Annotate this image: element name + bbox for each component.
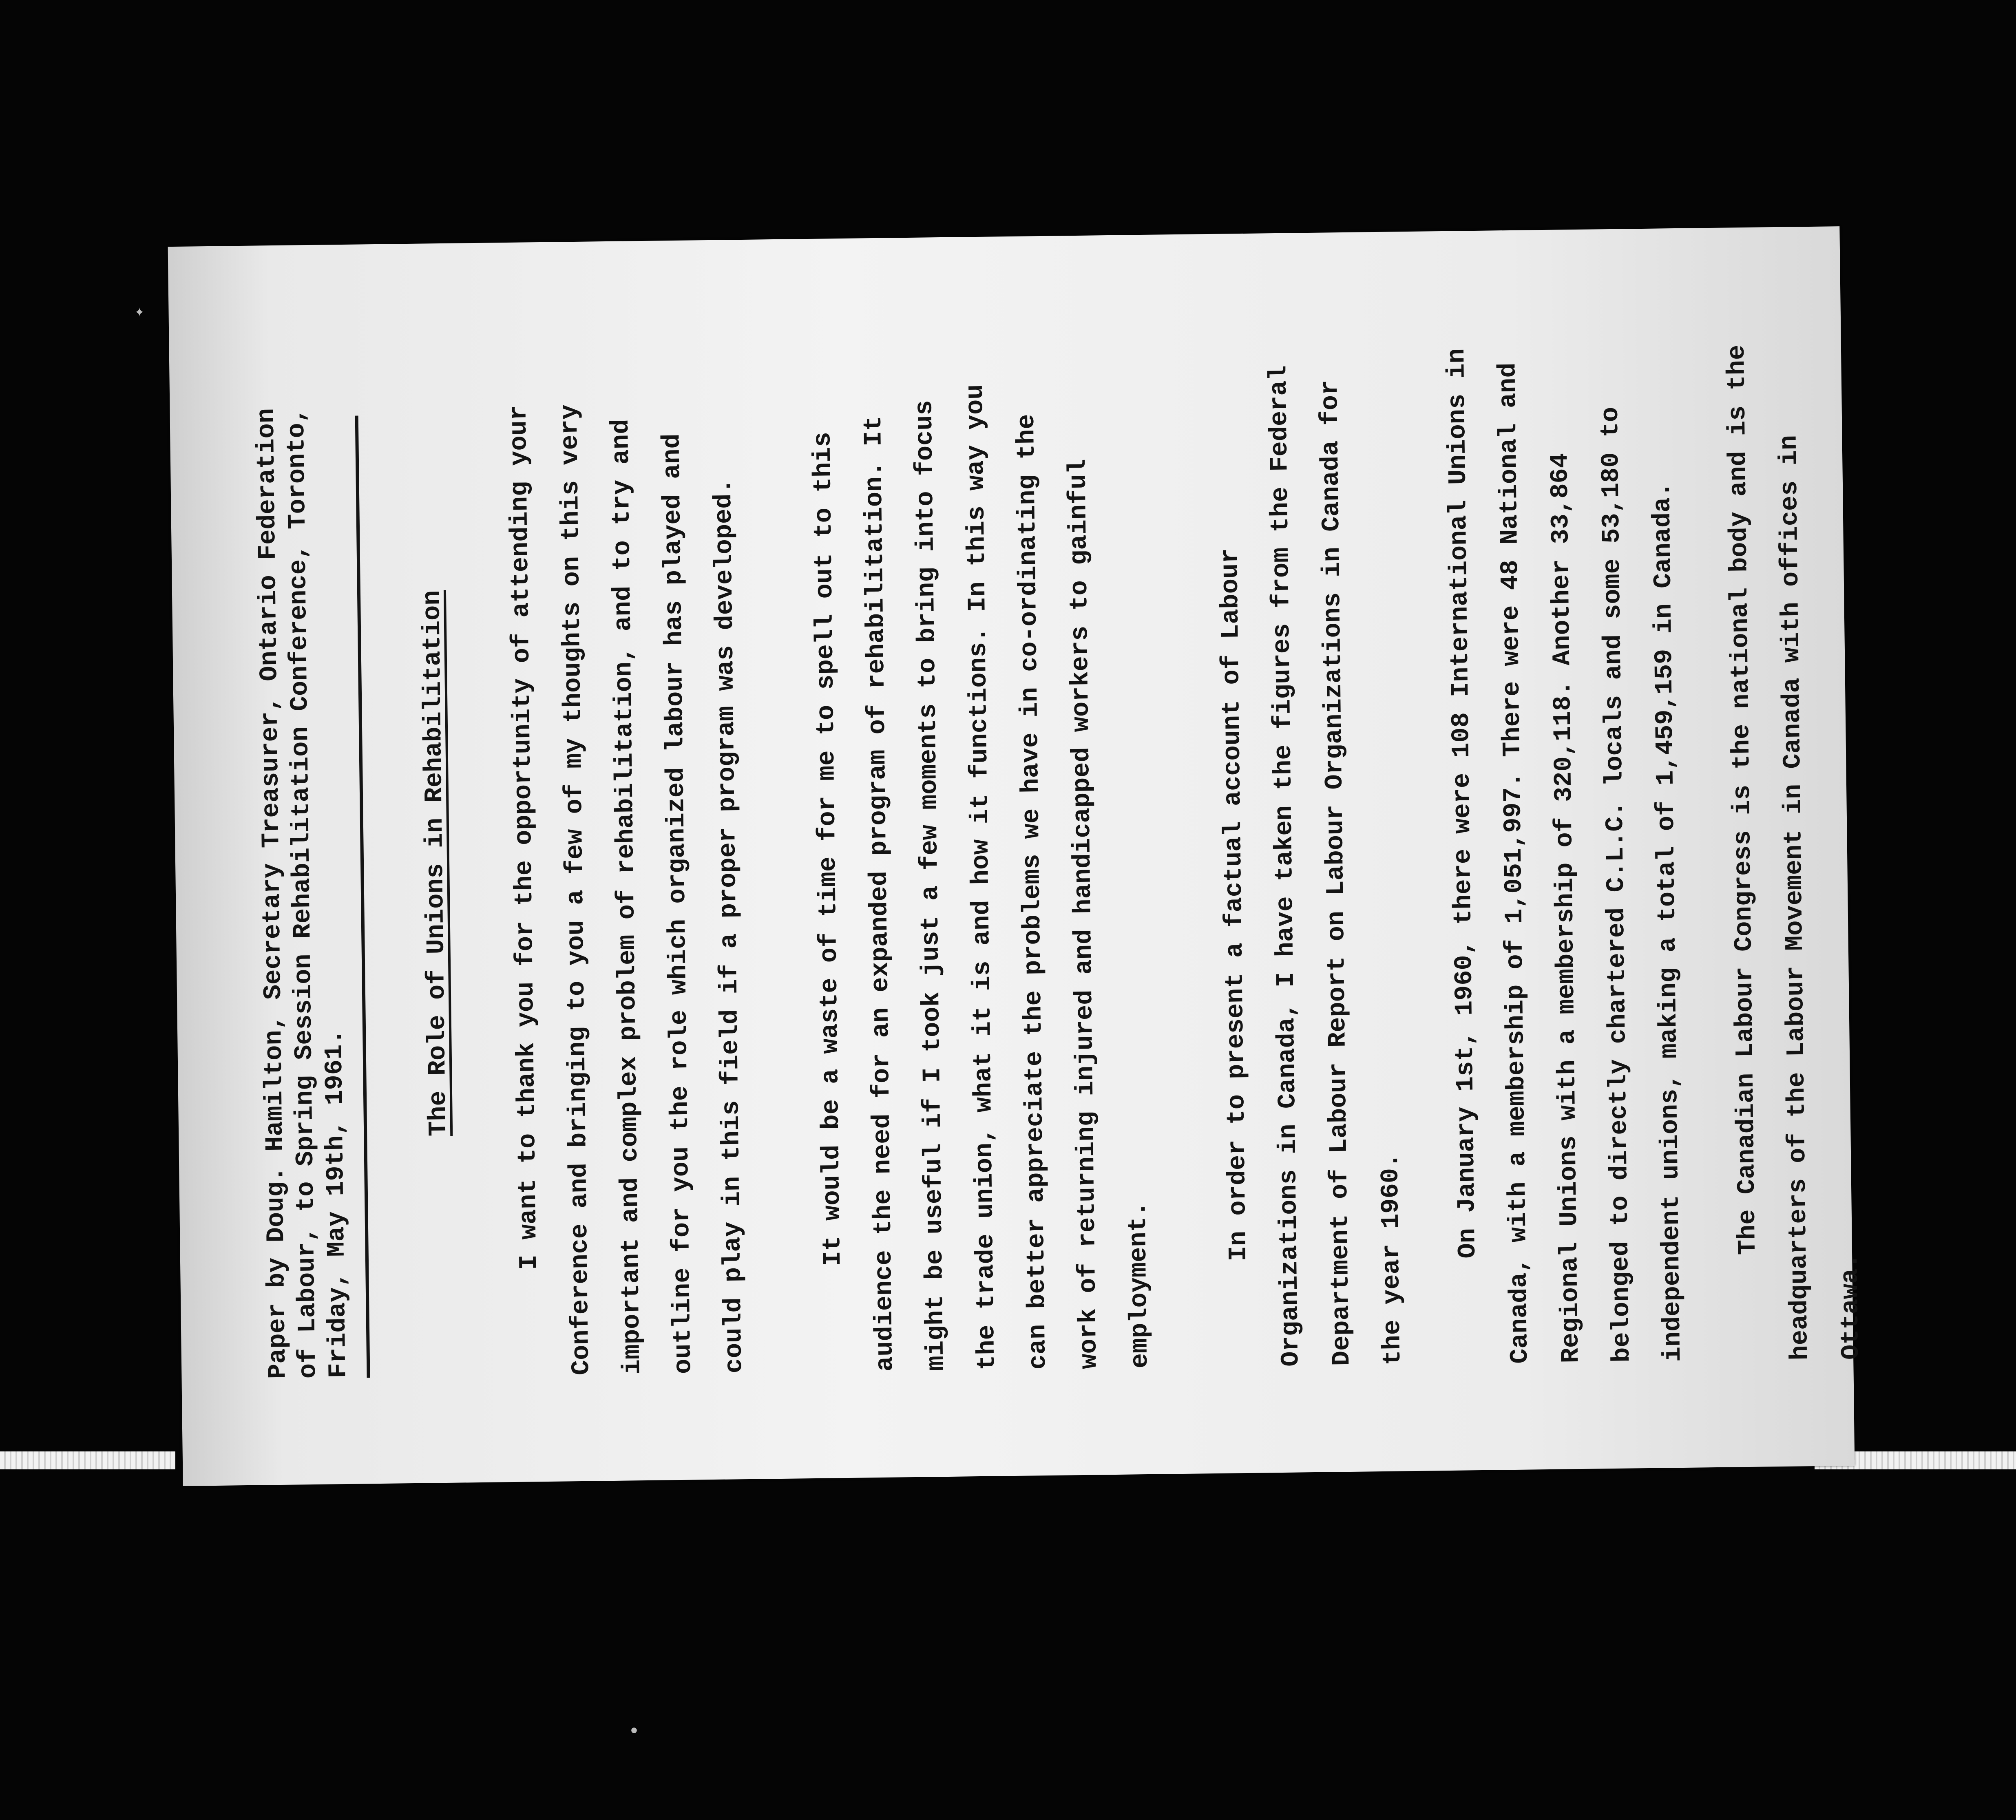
paragraph: The Canadian Labour Congress is the national body and is the headquarters of the Labour Movement in Canada with offices in Ottawa. xyxy=(1722,345,1866,1361)
paragraph: On January 1st, 1960, there were 108 International Unions in Canada, with a membership of 1,051,997. There were 48 National and Regional Unions with a membership of 320,118. Another 33,864 belonged to directly chartered C.L.C. locals and some 53,180 to independent unions, making a total of 1,459,159 in Canada. xyxy=(1442,348,1688,1364)
header-line: Friday, May 19th, 1961. xyxy=(320,1029,353,1378)
speck-mark-icon: ✦ xyxy=(135,303,145,322)
document-body xyxy=(251,333,1866,1379)
paragraph: It would be a waste of time for me to spell out to this audience the need for an expanded program of rehabilitation. It might be useful if I took just a few moments to bring into focus the trade union, what it is and how it functions. In this way you can better appreciate the problems we have in co-ordinating the work of returning injured and handicapped workers to gainful employment. xyxy=(808,384,1155,1372)
header-line: of Labour, to Spring Session Rehabilitation Conference, Toronto, xyxy=(282,407,323,1379)
document-header xyxy=(251,350,370,1379)
header-rule xyxy=(355,415,370,1378)
paragraph: I want to thank you for the opportunity of attending your Conference and bringing to you a few of my thoughts on this very important and complex problem of rehabilitation, and to try and outline for you the role which organized labour has played and could play in this field if a proper program was developed. xyxy=(504,404,749,1376)
document-title: The Role of Unions in Rehabilitation xyxy=(417,590,453,1137)
film-strip-left xyxy=(0,1451,175,1469)
paragraph: In order to present a factual account of Labour Organizations in Canada, I have taken the figures from the Federal Department of Labour Report on Labour Organizations in Canada for the year 1960. xyxy=(1215,365,1408,1367)
speck-mark-icon: • xyxy=(628,1721,641,1744)
header-line: Paper by Doug. Hamilton, Secretary Treasurer, Ontario Federation xyxy=(252,408,293,1379)
document-page xyxy=(168,226,1866,1486)
